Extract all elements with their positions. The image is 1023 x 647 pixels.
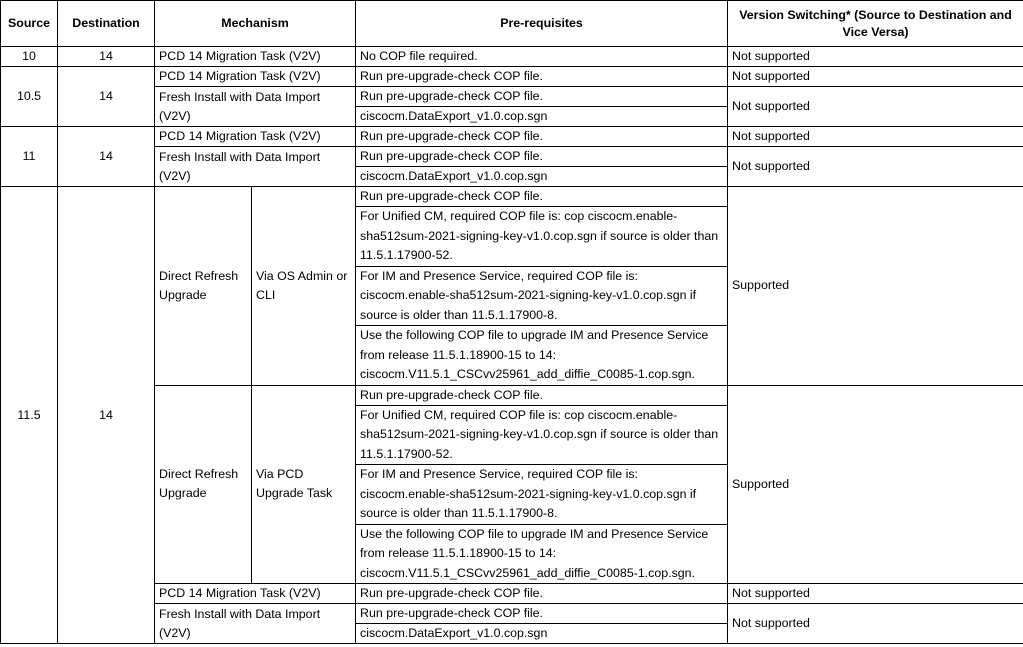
- source-cell: 10.5: [1, 67, 58, 127]
- mechanism-cell: Fresh Install with Data Import (V2V): [155, 147, 356, 187]
- source-cell: 11: [1, 127, 58, 187]
- switching-cell: Supported: [728, 187, 1023, 386]
- table-row: [1, 127, 1023, 147]
- header-version-switching: Version Switching* (Source to Destination and Vice Versa): [728, 1, 1023, 47]
- destination-cell: 14: [58, 127, 155, 187]
- header-mechanism: Mechanism: [155, 1, 356, 47]
- mechanism-cell: Fresh Install with Data Import (V2V): [155, 87, 356, 127]
- table-row: [1, 584, 1023, 604]
- mechanism-cell: Direct Refresh Upgrade: [155, 385, 252, 584]
- header-prerequisites: Pre-requisites: [356, 1, 728, 47]
- switching-cell: Not supported: [728, 87, 1023, 127]
- source-cell: 11.5: [1, 187, 58, 644]
- prerequisite-cell: No COP file required.: [356, 47, 728, 67]
- prerequisite-cell: For Unified CM, required COP file is: cop ciscocm.enable-sha512sum-2021-signing-key-v1.0.cop.sgn if source is older than 11.5.1.17900-52.: [356, 207, 728, 267]
- mechanism-cell: PCD 14 Migration Task (V2V): [155, 584, 356, 604]
- switching-cell: Not supported: [728, 47, 1023, 67]
- prerequisite-cell: Run pre-upgrade-check COP file.: [356, 147, 728, 167]
- prerequisite-cell: For IM and Presence Service, required COP file is: ciscocm.enable-sha512sum-2021-signing-key-v1.0.cop.sgn if source is older than 11.5.1.17900-8.: [356, 465, 728, 525]
- switching-cell: Not supported: [728, 127, 1023, 147]
- mechanism-cell: PCD 14 Migration Task (V2V): [155, 67, 356, 87]
- destination-cell: 14: [58, 47, 155, 67]
- header-source: Source: [1, 1, 58, 47]
- prerequisite-cell: Run pre-upgrade-check COP file.: [356, 87, 728, 107]
- table-row: [1, 187, 1023, 207]
- switching-cell: Not supported: [728, 67, 1023, 87]
- destination-cell: 14: [58, 187, 155, 644]
- mechanism-cell: Fresh Install with Data Import (V2V): [155, 604, 356, 644]
- table-row: [1, 147, 1023, 167]
- table-row: [1, 47, 1023, 67]
- destination-cell: 14: [58, 67, 155, 127]
- mechanism-cell: PCD 14 Migration Task (V2V): [155, 47, 356, 67]
- prerequisite-cell: Run pre-upgrade-check COP file.: [356, 604, 728, 624]
- prerequisite-cell: Run pre-upgrade-check COP file.: [356, 127, 728, 147]
- prerequisite-cell: Run pre-upgrade-check COP file.: [356, 385, 728, 405]
- prerequisite-cell: Use the following COP file to upgrade IM and Presence Service from release 11.5.1.18900-15 to 14: ciscocm.V11.5.1_CSCvv25961_add_diffie_C0085-1.cop.sgn.: [356, 326, 728, 386]
- table-row: [1, 87, 1023, 107]
- switching-cell: Not supported: [728, 584, 1023, 604]
- mechanism-cell: PCD 14 Migration Task (V2V): [155, 127, 356, 147]
- header-destination: Destination: [58, 1, 155, 47]
- switching-cell: Not supported: [728, 604, 1023, 644]
- prerequisite-cell: For Unified CM, required COP file is: cop ciscocm.enable-sha512sum-2021-signing-key-v1.0.cop.sgn if source is older than 11.5.1.17900-52.: [356, 405, 728, 465]
- mechanism-sub-cell: Via PCD Upgrade Task: [252, 385, 356, 584]
- table-row: [1, 385, 1023, 405]
- source-cell: 10: [1, 47, 58, 67]
- mechanism-sub-cell: Via OS Admin or CLI: [252, 187, 356, 386]
- prerequisite-cell: ciscocm.DataExport_v1.0.cop.sgn: [356, 624, 728, 644]
- prerequisite-cell: Use the following COP file to upgrade IM and Presence Service from release 11.5.1.18900-15 to 14: ciscocm.V11.5.1_CSCvv25961_add_diffie_C0085-1.cop.sgn.: [356, 524, 728, 584]
- mechanism-cell: Direct Refresh Upgrade: [155, 187, 252, 386]
- switching-cell: Not supported: [728, 147, 1023, 187]
- prerequisite-cell: Run pre-upgrade-check COP file.: [356, 67, 728, 87]
- prerequisite-cell: Run pre-upgrade-check COP file.: [356, 187, 728, 207]
- table-row: [1, 67, 1023, 87]
- switching-cell: Supported: [728, 385, 1023, 584]
- prerequisite-cell: For IM and Presence Service, required COP file is: ciscocm.enable-sha512sum-2021-signing-key-v1.0.cop.sgn if source is older than 11.5.1.17900-8.: [356, 266, 728, 326]
- table-row: [1, 604, 1023, 624]
- prerequisite-cell: Run pre-upgrade-check COP file.: [356, 584, 728, 604]
- prerequisite-cell: ciscocm.DataExport_v1.0.cop.sgn: [356, 107, 728, 127]
- table-header-row: [1, 1, 1023, 47]
- prerequisite-cell: ciscocm.DataExport_v1.0.cop.sgn: [356, 167, 728, 187]
